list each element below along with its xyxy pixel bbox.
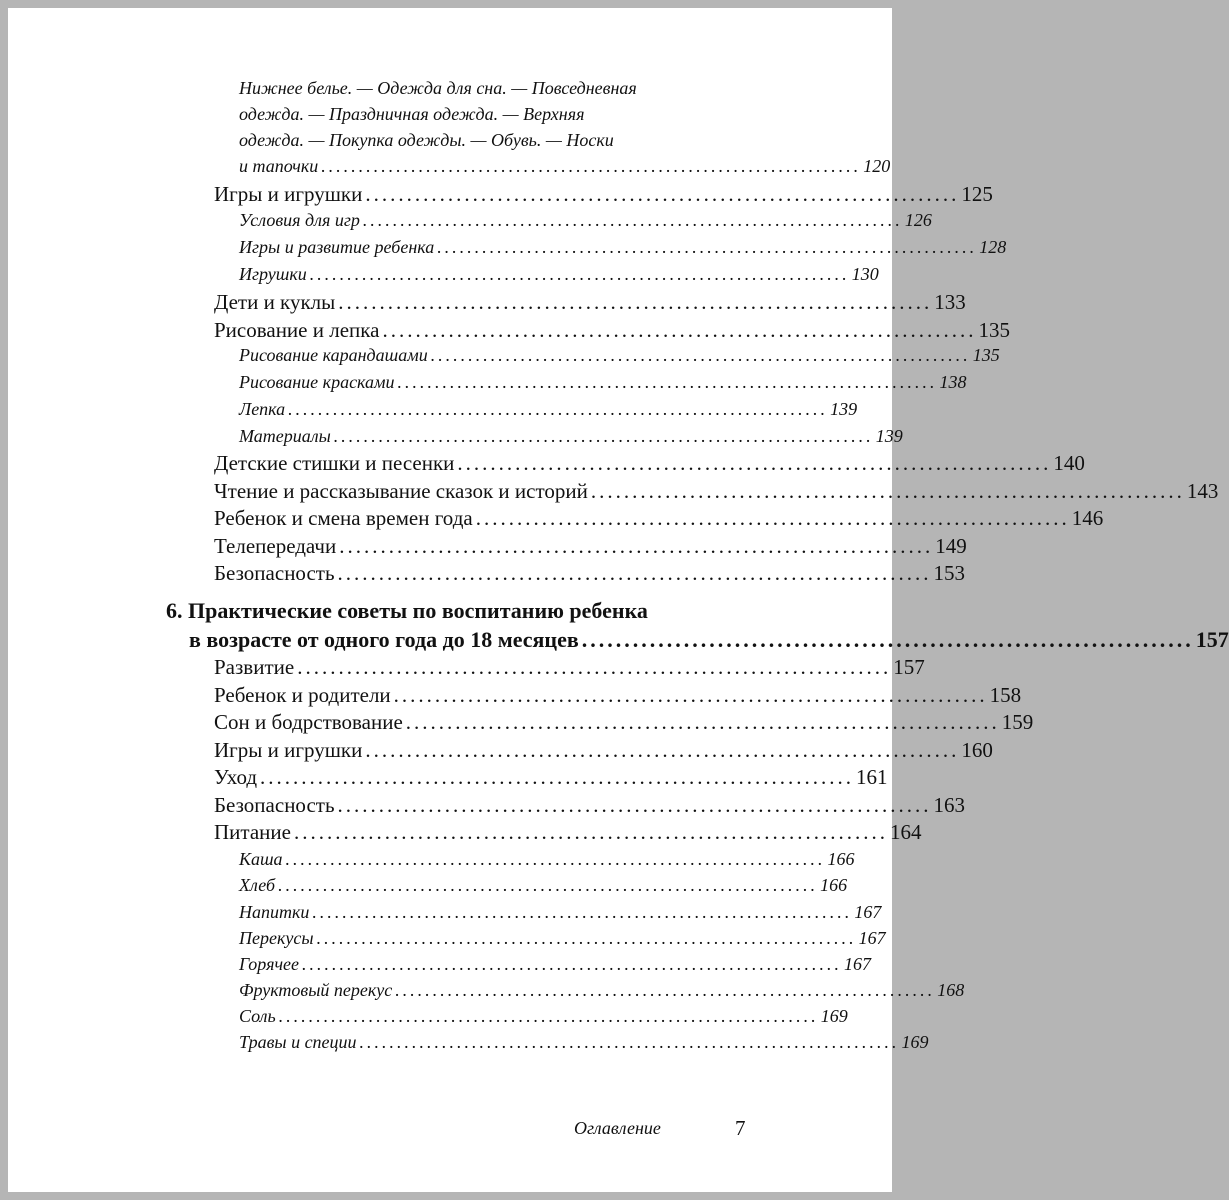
toc-page-number: 149	[935, 534, 967, 558]
toc-entry	[214, 793, 966, 818]
toc-subentry	[239, 1032, 929, 1053]
toc-entry	[214, 479, 1219, 504]
toc-entry	[214, 318, 1010, 343]
toc-entry-title: Фруктовый перекус	[239, 980, 393, 1000]
toc-entry-title: Хлеб	[239, 875, 276, 895]
toc-page-number: 166	[820, 875, 848, 895]
toc-subentry	[239, 849, 855, 870]
toc-subentry	[239, 1006, 848, 1027]
leader-dots: ........................................................................	[397, 372, 938, 392]
toc-entry-title: Телепередачи	[214, 534, 337, 558]
leader-dots: ........................................................................	[337, 793, 932, 817]
leader-dots: ........................................................................	[316, 928, 857, 948]
leader-dots: ........................................................................	[457, 451, 1052, 475]
toc-page-number: 120	[863, 156, 891, 176]
leader-dots: ........................................................................	[278, 875, 819, 895]
leader-dots: ........................................................................	[365, 738, 960, 762]
toc-entry	[214, 561, 966, 586]
toc-entry-title: Лепка	[239, 399, 286, 419]
toc-page-number: 130	[851, 264, 879, 284]
leader-dots: ........................................................................	[338, 290, 933, 314]
leader-dots: ........................................................................	[382, 318, 977, 342]
toc-entry-title: Игры и игрушки	[214, 182, 363, 206]
toc-page-number: 126	[904, 210, 932, 230]
leader-dots: ........................................................................	[395, 980, 936, 1000]
toc-page-number: 168	[937, 980, 965, 1000]
leader-dots: ........................................................................	[321, 156, 862, 176]
toc-entry-title: Развитие	[214, 655, 295, 679]
toc-entry-title: и тапочки	[239, 156, 319, 176]
toc-continued-line: одежда. — Покупка одежды. — Обувь. — Носки	[239, 130, 614, 150]
leader-dots: ........................................................................	[339, 534, 934, 558]
toc-page-number: 167	[854, 902, 882, 922]
toc-entry-title: Рисование и лепка	[214, 318, 380, 342]
toc-page-number: 160	[961, 738, 993, 762]
leader-dots: ........................................................................	[405, 710, 1000, 734]
toc-page-number: 125	[961, 182, 993, 206]
leader-dots: ........................................................................	[297, 655, 892, 679]
toc-entry-title: Безопасность	[214, 793, 335, 817]
leader-dots: ........................................................................	[285, 849, 826, 869]
leader-dots: ........................................................................	[312, 902, 853, 922]
leader-dots: ........................................................................	[288, 399, 829, 419]
toc-page-number: 135	[972, 345, 1000, 365]
toc-entry-title: Каша	[239, 849, 283, 869]
toc-entry	[214, 182, 993, 207]
toc-entry	[214, 655, 925, 680]
leader-dots: ........................................................................	[309, 264, 850, 284]
toc-subentry	[239, 264, 879, 285]
toc-page-number: 163	[933, 793, 966, 817]
leader-dots: ........................................................................	[590, 479, 1185, 503]
toc-page-number: 133	[934, 290, 966, 314]
chapter-title-continued	[189, 627, 1229, 653]
toc-page-number: 167	[858, 928, 886, 948]
toc-subentry	[239, 875, 848, 896]
leader-dots: ........................................................................	[362, 210, 903, 230]
leader-dots: ........................................................................	[278, 1006, 819, 1026]
toc-entry-title: Игры и игрушки	[214, 738, 363, 762]
toc-page-number: 169	[820, 1006, 848, 1026]
leader-dots: ........................................................................	[293, 820, 888, 844]
toc-subentry	[239, 426, 903, 447]
running-footer-title: Оглавление	[574, 1118, 661, 1138]
toc-entry-title: Рисование карандашами	[239, 345, 428, 365]
leader-dots: ........................................................................	[581, 627, 1194, 652]
toc-page-number: 139	[830, 399, 858, 419]
table-of-contents	[8, 8, 1229, 1192]
toc-entry-title: Рисование красками	[239, 372, 395, 392]
toc-entry-title: Игры и развитие ребенка	[239, 237, 435, 257]
toc-entry-title: Травы и специи	[239, 1032, 357, 1052]
toc-subentry	[239, 980, 965, 1001]
toc-page-number: 153	[933, 561, 966, 585]
toc-page-number: 140	[1053, 451, 1085, 475]
toc-page-number: 166	[827, 849, 855, 869]
toc-page-number: 157	[1195, 627, 1229, 652]
leader-dots: ........................................................................	[393, 683, 988, 707]
book-page	[8, 8, 1229, 1192]
leader-dots: ........................................................................	[437, 237, 978, 257]
toc-entry	[214, 765, 888, 790]
toc-entry	[214, 451, 1085, 476]
toc-entry	[214, 506, 1104, 531]
toc-page-number: 139	[875, 426, 903, 446]
toc-entry-title: Детские стишки и песенки	[214, 451, 455, 475]
toc-subentry	[239, 954, 872, 975]
toc-entry-title: Перекусы	[239, 928, 314, 948]
toc-continued-line: одежда. — Праздничная одежда. — Верхняя	[239, 104, 585, 124]
toc-page-number: 159	[1001, 710, 1034, 734]
toc-entry-title: Игрушки	[239, 264, 307, 284]
toc-entry-title: Материалы	[239, 426, 331, 446]
toc-entry-title: Дети и куклы	[214, 290, 336, 314]
leader-dots: ........................................................................	[359, 1032, 900, 1052]
toc-entry-title: Безопасность	[214, 561, 335, 585]
toc-subentry	[239, 902, 882, 923]
toc-page-number: 135	[978, 318, 1010, 342]
toc-entry-title: Условия для игр	[239, 210, 360, 230]
toc-entry	[214, 710, 1034, 735]
toc-entry	[214, 683, 1022, 708]
toc-entry-title: Горячее	[239, 954, 300, 974]
toc-entry	[214, 534, 967, 559]
toc-page-number: 138	[939, 372, 967, 392]
leader-dots: ........................................................................	[430, 345, 971, 365]
toc-entry	[214, 290, 966, 315]
toc-entry-title: Чтение и рассказывание сказок и историй	[214, 479, 588, 503]
toc-subentry	[239, 237, 1007, 258]
toc-page-number: 169	[901, 1032, 929, 1052]
toc-entry-title: Напитки	[239, 902, 310, 922]
toc-entry-title: Ребенок и смена времен года	[214, 506, 473, 530]
toc-subentry	[239, 372, 967, 393]
page-number: 7	[735, 1116, 746, 1140]
toc-page-number: 157	[893, 655, 925, 679]
toc-entry-title: Уход	[214, 765, 258, 789]
toc-page-number: 167	[844, 954, 872, 974]
toc-entry	[214, 738, 993, 763]
toc-entry-title: Питание	[214, 820, 291, 844]
toc-subentry	[239, 399, 858, 420]
toc-page-number: 158	[989, 683, 1022, 707]
toc-entry-title: Сон и бодрствование	[214, 710, 403, 734]
toc-entry	[214, 820, 922, 845]
toc-page-number: 161	[856, 765, 888, 789]
toc-entry-title: Ребенок и родители	[214, 683, 391, 707]
leader-dots: ........................................................................	[337, 561, 932, 585]
toc-subentry	[239, 156, 891, 177]
toc-page-number: 164	[889, 820, 922, 844]
toc-subentry	[239, 345, 1000, 366]
toc-page-number: 143	[1186, 479, 1219, 503]
leader-dots: ........................................................................	[260, 765, 855, 789]
chapter-title: 6. Практические советы по воспитанию ребенка	[166, 598, 648, 623]
toc-entry-title: Соль	[239, 1006, 276, 1026]
toc-page-number: 146	[1071, 506, 1104, 530]
toc-page-number: 128	[979, 237, 1007, 257]
leader-dots: ........................................................................	[333, 426, 874, 446]
leader-dots: ........................................................................	[475, 506, 1070, 530]
toc-subentry	[239, 928, 886, 949]
toc-continued-line: Нижнее белье. — Одежда для сна. — Повседневная	[239, 78, 637, 98]
toc-entry-title: в возрасте от одного года до 18 месяцев	[189, 627, 579, 652]
leader-dots: ........................................................................	[302, 954, 843, 974]
leader-dots: ........................................................................	[365, 182, 960, 206]
toc-subentry	[239, 210, 932, 231]
